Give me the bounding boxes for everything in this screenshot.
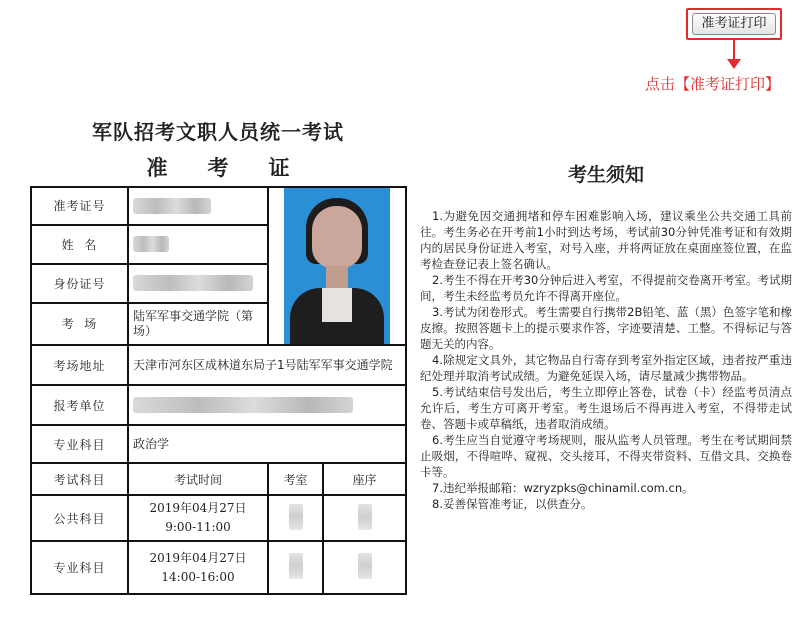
candidate-photo [284, 188, 390, 344]
schedule-time [128, 495, 268, 541]
ticket-title-char: 证 [268, 155, 290, 180]
subject-value: 政治学 [128, 425, 406, 463]
name-value [128, 225, 268, 264]
id-label: 身份证号 [31, 264, 128, 303]
address-label: 考场地址 [31, 345, 128, 385]
name-label: 姓 名 [31, 225, 128, 264]
photo-cell [268, 187, 406, 345]
redacted-value [133, 275, 253, 291]
arrow-down-icon [727, 59, 741, 69]
table-row [31, 425, 406, 463]
subject-label: 专业科目 [31, 425, 128, 463]
redacted-value [133, 198, 211, 214]
schedule-date: 2019年04月27日 [149, 550, 247, 565]
room-label: 考 场 [31, 303, 128, 345]
table-row [31, 385, 406, 425]
redacted-value [358, 504, 372, 530]
notice-item: 3.考试为闭卷形式。考生需要自行携带2B铅笔、蓝（黑）色签字笔和橡皮擦。按照答题卡上的提示要求作答，字迹要清楚、工整。不得标记与答题无关的内容。 [420, 305, 792, 351]
print-hint: 点击【准考证打印】 [645, 75, 781, 93]
notice-item: 7.违纪举报邮箱：wzryzpks@chinamil.com.cn。 [432, 481, 694, 495]
notice-list [420, 208, 792, 512]
schedule-seat [323, 495, 406, 541]
unit-label: 报考单位 [31, 385, 128, 425]
redacted-value [289, 553, 303, 579]
notice-item: 2.考生不得在开考30分钟后进入考室，不得提前交卷离开考室。考试期间，考生未经监考员允许不得离开座位。 [420, 273, 792, 303]
ticket-title-char: 考 [207, 155, 229, 180]
col-header-time: 考试时间 [128, 463, 268, 495]
redacted-value [133, 397, 353, 413]
notice-title: 考生须知 [567, 164, 644, 186]
col-header-subject: 考试科目 [31, 463, 128, 495]
schedule-hours: 9:00-11:00 [165, 520, 231, 534]
notice-item: 8.妥善保管准考证，以供查分。 [432, 497, 593, 511]
redacted-value [133, 236, 169, 252]
table-row [31, 345, 406, 385]
table-header-row [31, 463, 406, 495]
table-row [31, 495, 406, 541]
redacted-value [289, 504, 303, 530]
notice-item: 6.考生应当自觉遵守考场规则，服从监考人员管理。考生在考试期间禁止吸烟，不得喧哗、窥视、交头接耳，不得夹带资料、互借文具、交换卷卡等。 [420, 433, 792, 479]
exam-title: 军队招考文职人员统一考试 [92, 120, 344, 144]
schedule-time [128, 541, 268, 594]
print-button[interactable]: 准考证打印 [692, 13, 776, 35]
schedule-seat [323, 541, 406, 594]
notice-item: 1.为避免因交通拥堵和停车困难影响入场，建议乘坐公共交通工具前往。考生务必在开考前1小时到达考场，考试前30分钟凭准考证和有效期内的居民身份证进入考室，对号入座，并将两证放在桌面座签位置，在监考检查登记表上签名确认。 [420, 209, 792, 271]
room-value: 陆军军事交通学院（第 场） [128, 303, 268, 345]
id-value [128, 264, 268, 303]
print-button-highlight [686, 8, 782, 40]
schedule-date: 2019年04月27日 [149, 501, 247, 515]
schedule-hours: 14:00-16:00 [161, 569, 235, 584]
table-row [31, 187, 406, 225]
col-header-room: 考室 [268, 463, 323, 495]
ticket-no-value [128, 187, 268, 225]
notice-item: 4.除规定文具外，其它物品自行寄存到考室外指定区域，违者按严重违纪处理并取消考试成绩。为避免延误入场，请尽量减少携带物品。 [420, 353, 792, 383]
ticket-no-label: 准考证号 [31, 187, 128, 225]
schedule-subject: 专业科目 [31, 541, 128, 594]
address-value: 天津市河东区成林道东局子1号陆军军事交通学院 [128, 345, 406, 385]
schedule-subject: 公共科目 [31, 495, 128, 541]
redacted-value [358, 553, 372, 579]
ticket-title [30, 152, 406, 182]
unit-value [128, 385, 406, 425]
notice-item: 5.考试结束信号发出后，考生立即停止答卷，试卷（卡）经监考员清点允许后，考生方可离开考室。考生退场后不得再进入考室，不得带走试卷、答题卡或草稿纸，违者取消成绩。 [420, 385, 792, 431]
col-header-seat: 座序 [323, 463, 406, 495]
admission-ticket-table [30, 186, 407, 595]
schedule-room [268, 541, 323, 594]
schedule-room [268, 495, 323, 541]
table-row [31, 541, 406, 594]
ticket-title-char: 准 [146, 155, 168, 180]
